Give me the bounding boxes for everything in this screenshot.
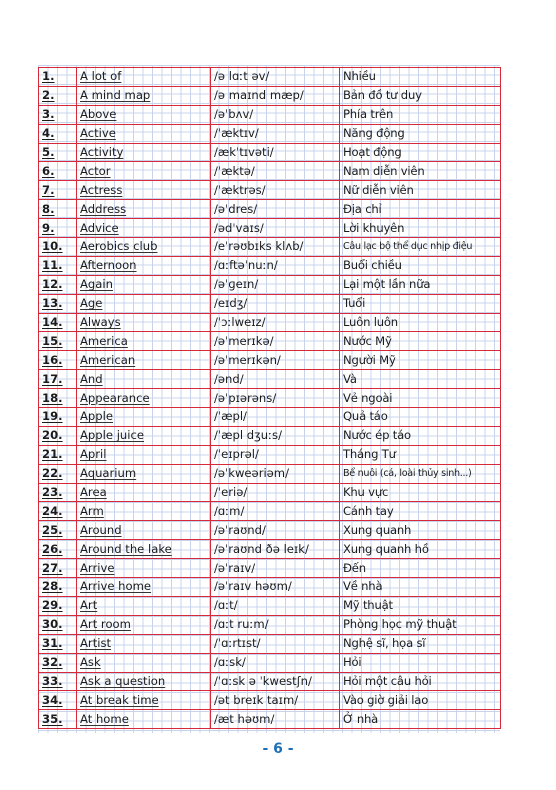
entry-number: 24. bbox=[39, 502, 77, 521]
english-word: Appearance bbox=[77, 389, 211, 408]
entry-number: 9. bbox=[39, 219, 77, 238]
vietnamese-meaning: Địa chỉ bbox=[340, 200, 501, 219]
vocab-row bbox=[39, 332, 501, 351]
vietnamese-meaning: Cánh tay bbox=[340, 502, 501, 521]
pronunciation: /eɪdʒ/ bbox=[211, 294, 340, 313]
entry-number: 12. bbox=[39, 275, 77, 294]
vietnamese-meaning: Buổi chiều bbox=[340, 256, 501, 275]
entry-number: 8. bbox=[39, 200, 77, 219]
english-word: Apple juice bbox=[77, 426, 211, 445]
vietnamese-meaning: Người Mỹ bbox=[340, 351, 501, 370]
vietnamese-meaning: Đến bbox=[340, 559, 501, 578]
english-word: American bbox=[77, 351, 211, 370]
english-word: Again bbox=[77, 275, 211, 294]
vietnamese-meaning: Nam diễn viên bbox=[340, 162, 501, 181]
entry-number: 22. bbox=[39, 464, 77, 483]
pronunciation: /ɑːt ruːm/ bbox=[211, 615, 340, 634]
pronunciation: /ˈɑːsk ə ˈkwestʃn/ bbox=[211, 672, 340, 691]
pronunciation: /ɑːftəˈnuːn/ bbox=[211, 256, 340, 275]
english-word: Actor bbox=[77, 162, 211, 181]
english-word: Around the lake bbox=[77, 540, 211, 559]
entry-number: 27. bbox=[39, 559, 77, 578]
vietnamese-meaning: Xung quanh bbox=[340, 521, 501, 540]
vocab-row bbox=[39, 710, 501, 729]
entry-number: 31. bbox=[39, 634, 77, 653]
vietnamese-meaning: Nữ diễn viên bbox=[340, 181, 501, 200]
english-word: Address bbox=[77, 200, 211, 219]
vocab-row bbox=[39, 502, 501, 521]
vietnamese-meaning: Quả táo bbox=[340, 408, 501, 427]
vietnamese-meaning: Phòng học mỹ thuật bbox=[340, 615, 501, 634]
vietnamese-meaning: Nước Mỹ bbox=[340, 332, 501, 351]
entry-number: 18. bbox=[39, 389, 77, 408]
vietnamese-meaning: Xung quanh hồ bbox=[340, 540, 501, 559]
entry-number: 10. bbox=[39, 238, 77, 257]
english-word: Art bbox=[77, 596, 211, 615]
vocab-row bbox=[39, 181, 501, 200]
vietnamese-meaning: Ở nhà bbox=[340, 710, 501, 729]
vietnamese-meaning: Câu lạc bộ thể dục nhịp điệu bbox=[340, 238, 501, 257]
entry-number: 21. bbox=[39, 445, 77, 464]
pronunciation: /ənd/ bbox=[211, 370, 340, 389]
pronunciation: /ɑːsk/ bbox=[211, 653, 340, 672]
vietnamese-meaning: Hỏi bbox=[340, 653, 501, 672]
vocab-row bbox=[39, 615, 501, 634]
vocab-row bbox=[39, 653, 501, 672]
pronunciation: /əˈbʌv/ bbox=[211, 105, 340, 124]
pronunciation: /ə maɪnd mæp/ bbox=[211, 86, 340, 105]
entry-number: 23. bbox=[39, 483, 77, 502]
english-word: And bbox=[77, 370, 211, 389]
vocab-row bbox=[39, 521, 501, 540]
entry-number: 3. bbox=[39, 105, 77, 124]
page-number: - 6 - bbox=[262, 741, 294, 757]
english-word: Art room bbox=[77, 615, 211, 634]
vocab-row bbox=[39, 162, 501, 181]
pronunciation: /ˈæpl/ bbox=[211, 408, 340, 427]
entry-number: 29. bbox=[39, 596, 77, 615]
vietnamese-meaning: Về nhà bbox=[340, 578, 501, 597]
vocab-row bbox=[39, 672, 501, 691]
english-word: April bbox=[77, 445, 211, 464]
vietnamese-meaning: Hoạt động bbox=[340, 143, 501, 162]
english-word: At break time bbox=[77, 691, 211, 710]
entry-number: 17. bbox=[39, 370, 77, 389]
vocab-row bbox=[39, 559, 501, 578]
english-word: Aerobics club bbox=[77, 238, 211, 257]
entry-number: 28. bbox=[39, 578, 77, 597]
vietnamese-meaning: Nước ép táo bbox=[340, 426, 501, 445]
english-word: Ask a question bbox=[77, 672, 211, 691]
vocab-row bbox=[39, 200, 501, 219]
vocab-row bbox=[39, 294, 501, 313]
english-word: Aquarium bbox=[77, 464, 211, 483]
vocab-row bbox=[39, 143, 501, 162]
entry-number: 32. bbox=[39, 653, 77, 672]
pronunciation: /ˈæpl dʒuːs/ bbox=[211, 426, 340, 445]
vietnamese-meaning: Khu vực bbox=[340, 483, 501, 502]
vietnamese-meaning: Vào giờ giải lao bbox=[340, 691, 501, 710]
entry-number: 30. bbox=[39, 615, 77, 634]
entry-number: 26. bbox=[39, 540, 77, 559]
entry-number: 2. bbox=[39, 86, 77, 105]
vocab-row bbox=[39, 219, 501, 238]
entry-number: 16. bbox=[39, 351, 77, 370]
pronunciation: /əˈkweəriəm/ bbox=[211, 464, 340, 483]
pronunciation: /əˈmerɪkə/ bbox=[211, 332, 340, 351]
english-word: Apple bbox=[77, 408, 211, 427]
vocab-row bbox=[39, 426, 501, 445]
pronunciation: /əˈraɪv/ bbox=[211, 559, 340, 578]
entry-number: 33. bbox=[39, 672, 77, 691]
english-word: Arrive bbox=[77, 559, 211, 578]
pronunciation: /ɑːm/ bbox=[211, 502, 340, 521]
pronunciation: /ækˈtɪvəti/ bbox=[211, 143, 340, 162]
pronunciation: /ˈæktə/ bbox=[211, 162, 340, 181]
vietnamese-meaning: Tuổi bbox=[340, 294, 501, 313]
entry-number: 20. bbox=[39, 426, 77, 445]
pronunciation: /ˈæktrəs/ bbox=[211, 181, 340, 200]
vocab-row bbox=[39, 351, 501, 370]
vocab-row bbox=[39, 275, 501, 294]
vietnamese-meaning: Phía trên bbox=[340, 105, 501, 124]
vocab-row bbox=[39, 313, 501, 332]
vocab-row bbox=[39, 634, 501, 653]
english-word: Above bbox=[77, 105, 211, 124]
english-word: Advice bbox=[77, 219, 211, 238]
vocab-row bbox=[39, 370, 501, 389]
english-word: Afternoon bbox=[77, 256, 211, 275]
english-word: A lot of bbox=[77, 68, 211, 87]
vietnamese-meaning: Bản đồ tư duy bbox=[340, 86, 501, 105]
vietnamese-meaning: Và bbox=[340, 370, 501, 389]
english-word: At home bbox=[77, 710, 211, 729]
pronunciation: /ədˈvaɪs/ bbox=[211, 219, 340, 238]
entry-number: 7. bbox=[39, 181, 77, 200]
entry-number: 35. bbox=[39, 710, 77, 729]
entry-number: 14. bbox=[39, 313, 77, 332]
pronunciation: /ˈɔːlweɪz/ bbox=[211, 313, 340, 332]
vietnamese-meaning: Mỹ thuật bbox=[340, 596, 501, 615]
english-word: Ask bbox=[77, 653, 211, 672]
vietnamese-meaning: Tháng Tư bbox=[340, 445, 501, 464]
pronunciation: /əˈraɪv həʊm/ bbox=[211, 578, 340, 597]
pronunciation: /ət breɪk taɪm/ bbox=[211, 691, 340, 710]
pronunciation: /əˈpɪərəns/ bbox=[211, 389, 340, 408]
entry-number: 6. bbox=[39, 162, 77, 181]
entry-number: 13. bbox=[39, 294, 77, 313]
vietnamese-meaning: Lại một lần nữa bbox=[340, 275, 501, 294]
vietnamese-meaning: Năng động bbox=[340, 124, 501, 143]
vietnamese-meaning: Luôn luôn bbox=[340, 313, 501, 332]
vietnamese-meaning: Nhiều bbox=[340, 68, 501, 87]
pronunciation: /əˈdres/ bbox=[211, 200, 340, 219]
pronunciation: /əˈɡeɪn/ bbox=[211, 275, 340, 294]
vocab-row bbox=[39, 464, 501, 483]
english-word: Actress bbox=[77, 181, 211, 200]
english-word: Artist bbox=[77, 634, 211, 653]
vocab-row bbox=[39, 408, 501, 427]
english-word: Activity bbox=[77, 143, 211, 162]
english-word: Area bbox=[77, 483, 211, 502]
vocab-row bbox=[39, 691, 501, 710]
english-word: America bbox=[77, 332, 211, 351]
vocab-row bbox=[39, 596, 501, 615]
vocab-row bbox=[39, 389, 501, 408]
pronunciation: /ˈeɪprəl/ bbox=[211, 445, 340, 464]
english-word: A mind map bbox=[77, 86, 211, 105]
vocab-row bbox=[39, 238, 501, 257]
vocabulary-table bbox=[38, 67, 501, 729]
entry-number: 25. bbox=[39, 521, 77, 540]
entry-number: 1. bbox=[39, 68, 77, 87]
entry-number: 19. bbox=[39, 408, 77, 427]
english-word: Age bbox=[77, 294, 211, 313]
vietnamese-meaning: Bể nuôi (cá, loài thủy sinh...) bbox=[340, 464, 501, 483]
pronunciation: /ɑːt/ bbox=[211, 596, 340, 615]
english-word: Active bbox=[77, 124, 211, 143]
vocab-row bbox=[39, 68, 501, 87]
vocab-row bbox=[39, 578, 501, 597]
vocab-row bbox=[39, 256, 501, 275]
pronunciation: /əˈraʊnd ðə leɪk/ bbox=[211, 540, 340, 559]
pronunciation: /ˈæktɪv/ bbox=[211, 124, 340, 143]
entry-number: 15. bbox=[39, 332, 77, 351]
vocab-row bbox=[39, 124, 501, 143]
pronunciation: /ˈɑːrtɪst/ bbox=[211, 634, 340, 653]
pronunciation: /ˈeriə/ bbox=[211, 483, 340, 502]
vocabulary-table-body bbox=[39, 68, 501, 729]
pronunciation: /ə lɑːt əv/ bbox=[211, 68, 340, 87]
vocab-row bbox=[39, 483, 501, 502]
vietnamese-meaning: Lời khuyên bbox=[340, 219, 501, 238]
entry-number: 4. bbox=[39, 124, 77, 143]
vocab-row bbox=[39, 445, 501, 464]
entry-number: 11. bbox=[39, 256, 77, 275]
vocab-row bbox=[39, 105, 501, 124]
pronunciation: /eˈrəʊbɪks klʌb/ bbox=[211, 238, 340, 257]
english-word: Always bbox=[77, 313, 211, 332]
entry-number: 34. bbox=[39, 691, 77, 710]
vietnamese-meaning: Vẻ ngoài bbox=[340, 389, 501, 408]
vietnamese-meaning: Hỏi một câu hỏi bbox=[340, 672, 501, 691]
vietnamese-meaning: Nghệ sĩ, họa sĩ bbox=[340, 634, 501, 653]
pronunciation: /æt həʊm/ bbox=[211, 710, 340, 729]
pronunciation: /əˈraʊnd/ bbox=[211, 521, 340, 540]
vocab-row bbox=[39, 86, 501, 105]
english-word: Around bbox=[77, 521, 211, 540]
entry-number: 5. bbox=[39, 143, 77, 162]
english-word: Arm bbox=[77, 502, 211, 521]
english-word: Arrive home bbox=[77, 578, 211, 597]
vocab-row bbox=[39, 540, 501, 559]
pronunciation: /əˈmerɪkən/ bbox=[211, 351, 340, 370]
